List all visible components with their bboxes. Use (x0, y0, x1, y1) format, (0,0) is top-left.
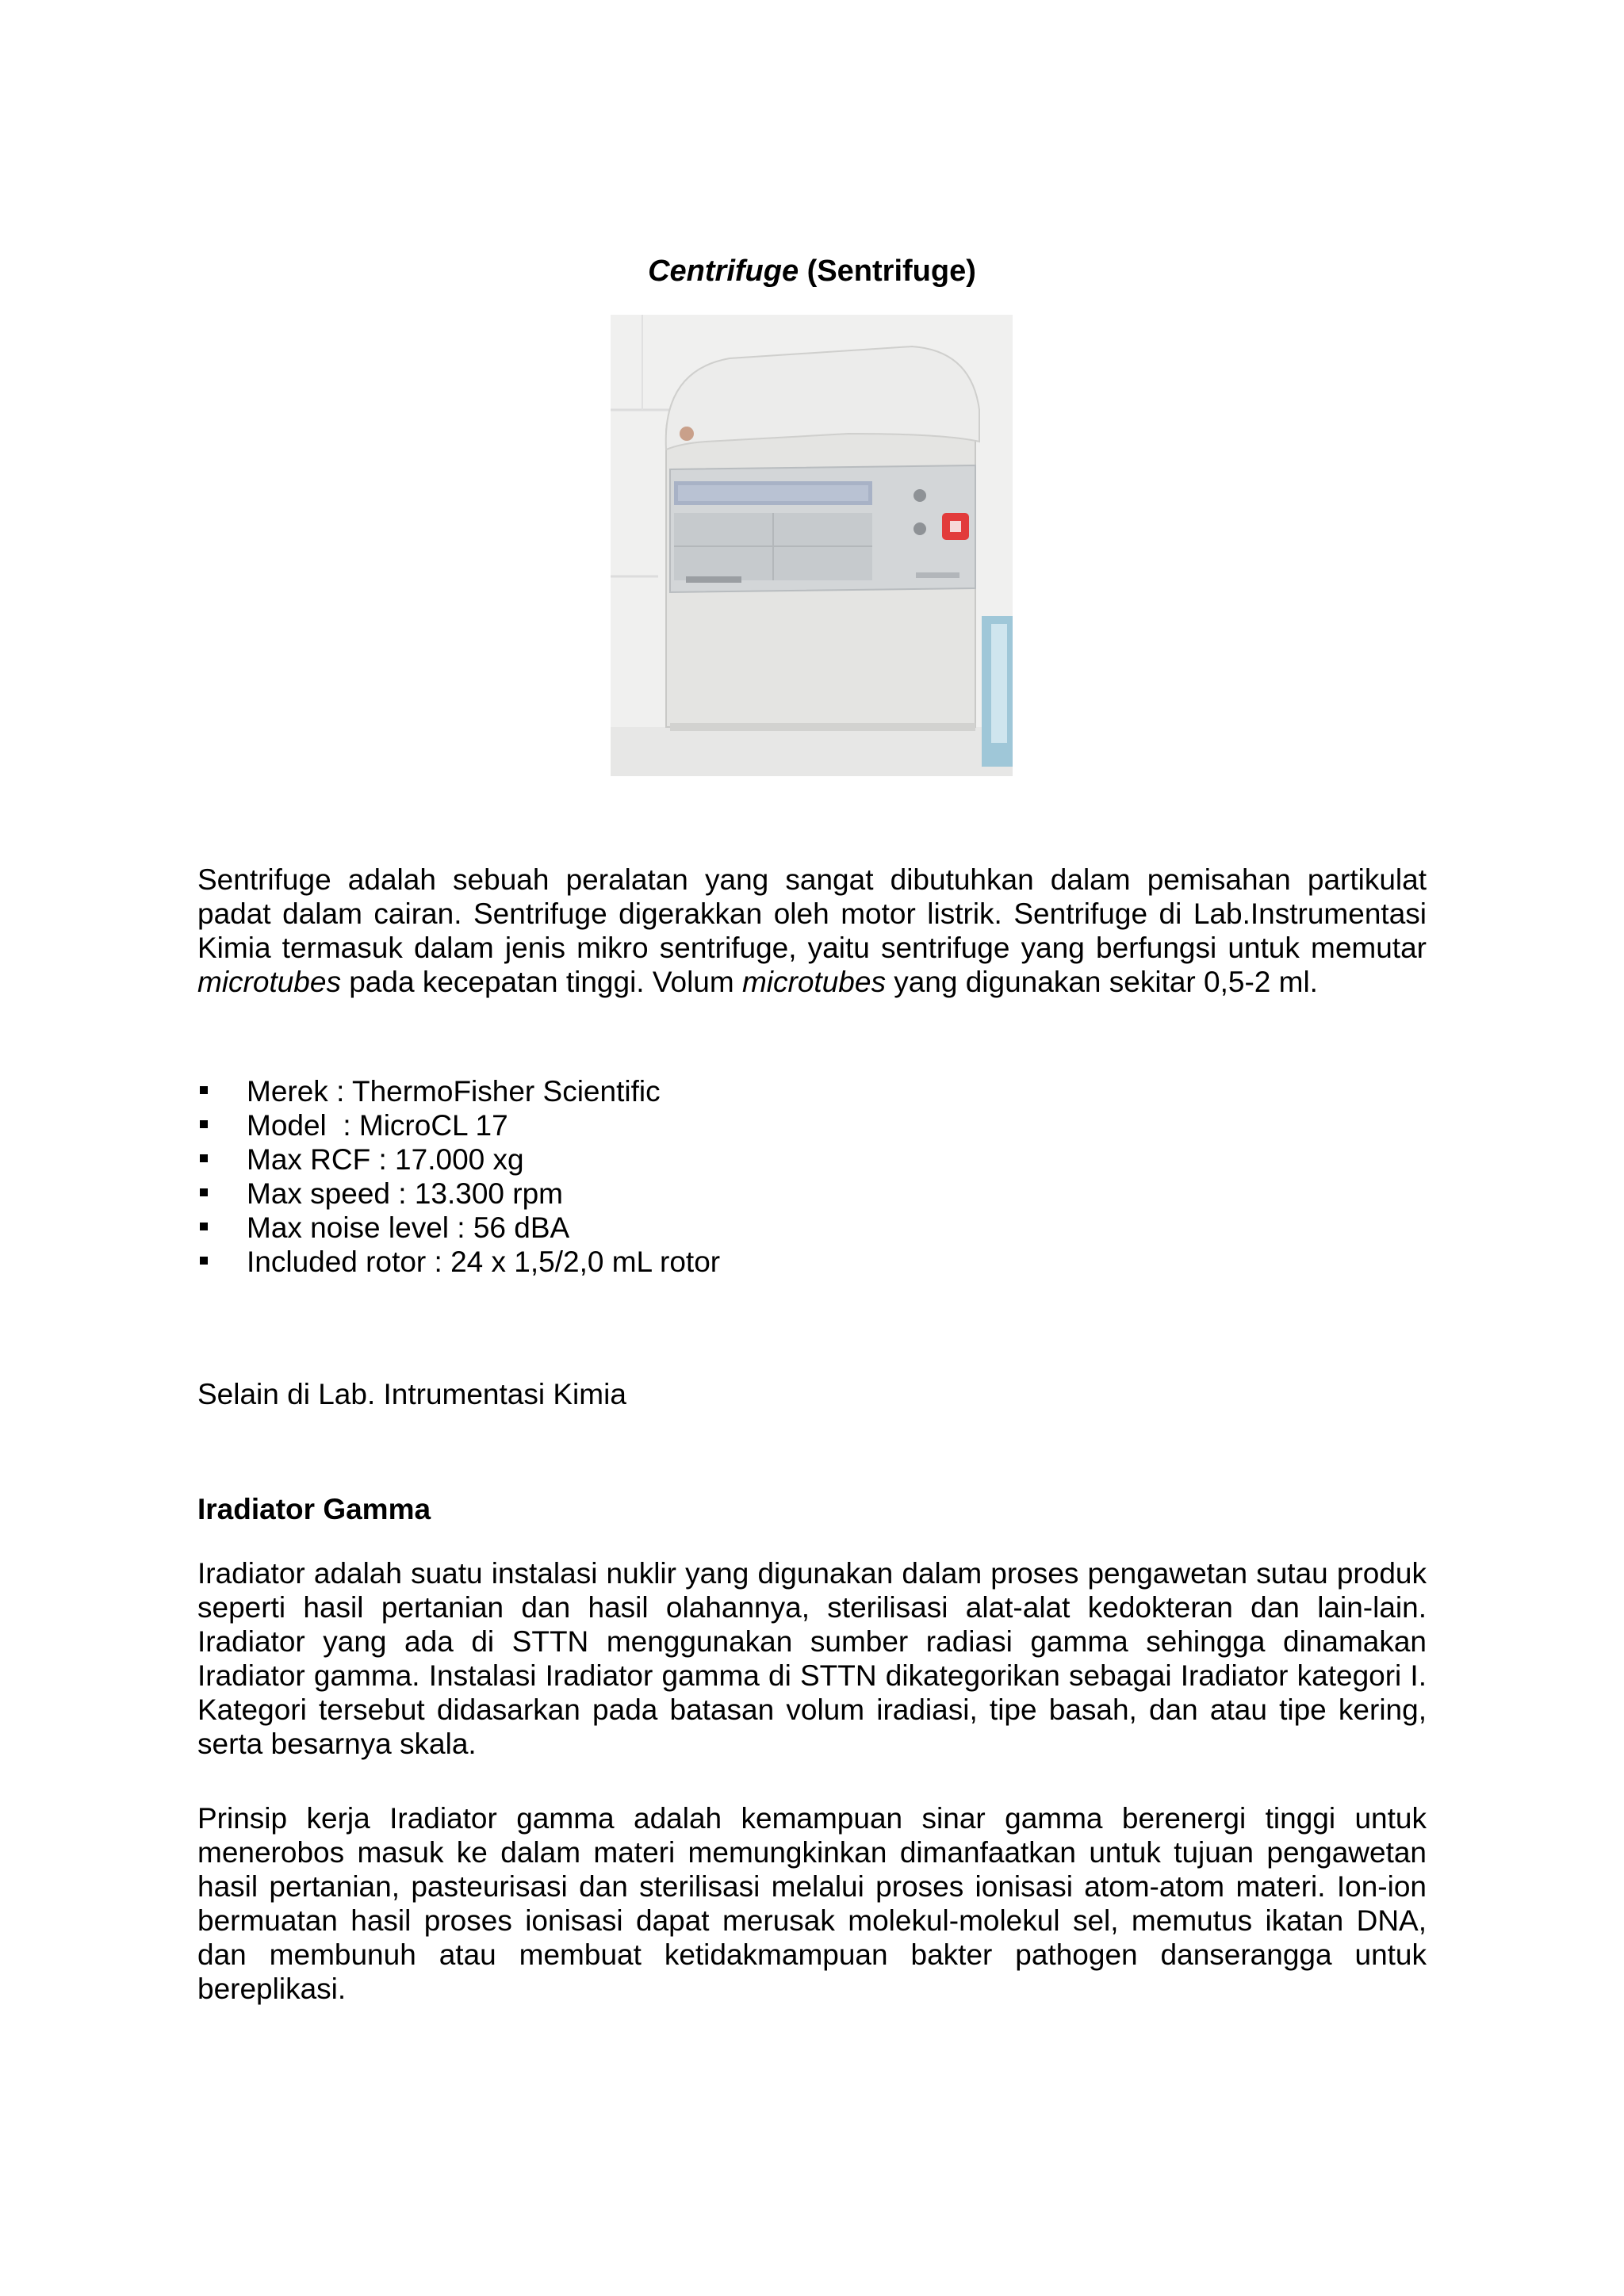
intro-text-3: yang digunakan sekitar 0,5-2 ml. (885, 966, 1318, 998)
intro-paragraph (197, 863, 1427, 999)
square-bullet-icon (200, 1086, 208, 1094)
spec-list (197, 1074, 1427, 1279)
square-bullet-icon (200, 1120, 208, 1128)
square-bullet-icon (200, 1257, 208, 1265)
square-bullet-icon (200, 1223, 208, 1230)
spec-item (197, 1245, 1427, 1279)
note-line: Selain di Lab. Intrumentasi Kimia (197, 1378, 626, 1410)
title-italic: Centrifuge (648, 254, 799, 288)
square-bullet-icon (200, 1188, 208, 1196)
square-bullet-icon (200, 1154, 208, 1162)
spec-item (197, 1177, 1427, 1211)
intro-italic-2: microtubes (741, 966, 886, 998)
spec-text: Included rotor : 24 x 1,5/2,0 mL rotor (247, 1246, 721, 1278)
section-heading: Iradiator Gamma (197, 1493, 431, 1525)
page-title (0, 252, 1624, 290)
spec-text: Merek : ThermoFisher Scientific (247, 1075, 661, 1108)
centrifuge-photo (611, 315, 1013, 776)
intro-italic-1: microtubes (197, 966, 341, 998)
title-rest: (Sentrifuge) (799, 254, 976, 288)
spec-text: Model : MicroCL 17 (247, 1109, 508, 1142)
spec-item (197, 1108, 1427, 1142)
intro-text-2: pada kecepatan tinggi. Volum (340, 966, 742, 998)
spec-item (197, 1211, 1427, 1245)
section-paragraph-1: Iradiator adalah suatu instalasi nuklir yang digunakan dalam proses pengawetan sutau produk seperti hasil pertanian dan hasil olahannya, sterilisasi alat-alat kedokteran dan lain-lain. Iradiator yang ada di STTN menggunakan sumber radiasi gamma sehingga dinamakan Iradiator gamma. Instalasi Iradiator gamma di STTN dikategorikan sebagai Iradiator kategori I. Kategori tersebut didasarkan pada batasan volum iradiasi, tipe basah, dan atau tipe kering, serta besarnya skala. (197, 1557, 1427, 1760)
spec-text: Max RCF : 17.000 xg (247, 1143, 524, 1176)
spec-item (197, 1142, 1427, 1177)
spec-text: Max speed : 13.300 rpm (247, 1177, 563, 1210)
section-paragraph-2: Prinsip kerja Iradiator gamma adalah kemampuan sinar gamma berenergi tinggi untuk menerobos masuk ke dalam materi memungkinkan dimanfaatkan untuk tujuan pengawetan hasil pertanian, pasteurisasi dan sterilisasi melalui proses ionisasi atom-atom materi. Ion-ion bermuatan hasil proses ionisasi dapat merusak molekul-molekul sel, memutus ikatan DNA, dan membunuh atau membuat ketidakmampuan bakter pathogen danserangga untuk bereplikasi. (197, 1802, 1427, 2005)
spec-text: Max noise level : 56 dBA (247, 1211, 570, 1244)
spec-item (197, 1074, 1427, 1108)
intro-text-1: Sentrifuge adalah sebuah peralatan yang sangat dibutuhkan dalam pemisahan partikulat padat dalam cairan. Sentrifuge digerakkan oleh motor listrik. Sentrifuge di Lab.Instrumentasi Kimia termasuk dalam jenis mikro sentrifuge, yaitu sentrifuge yang berfungsi untuk memutar (197, 863, 1427, 964)
